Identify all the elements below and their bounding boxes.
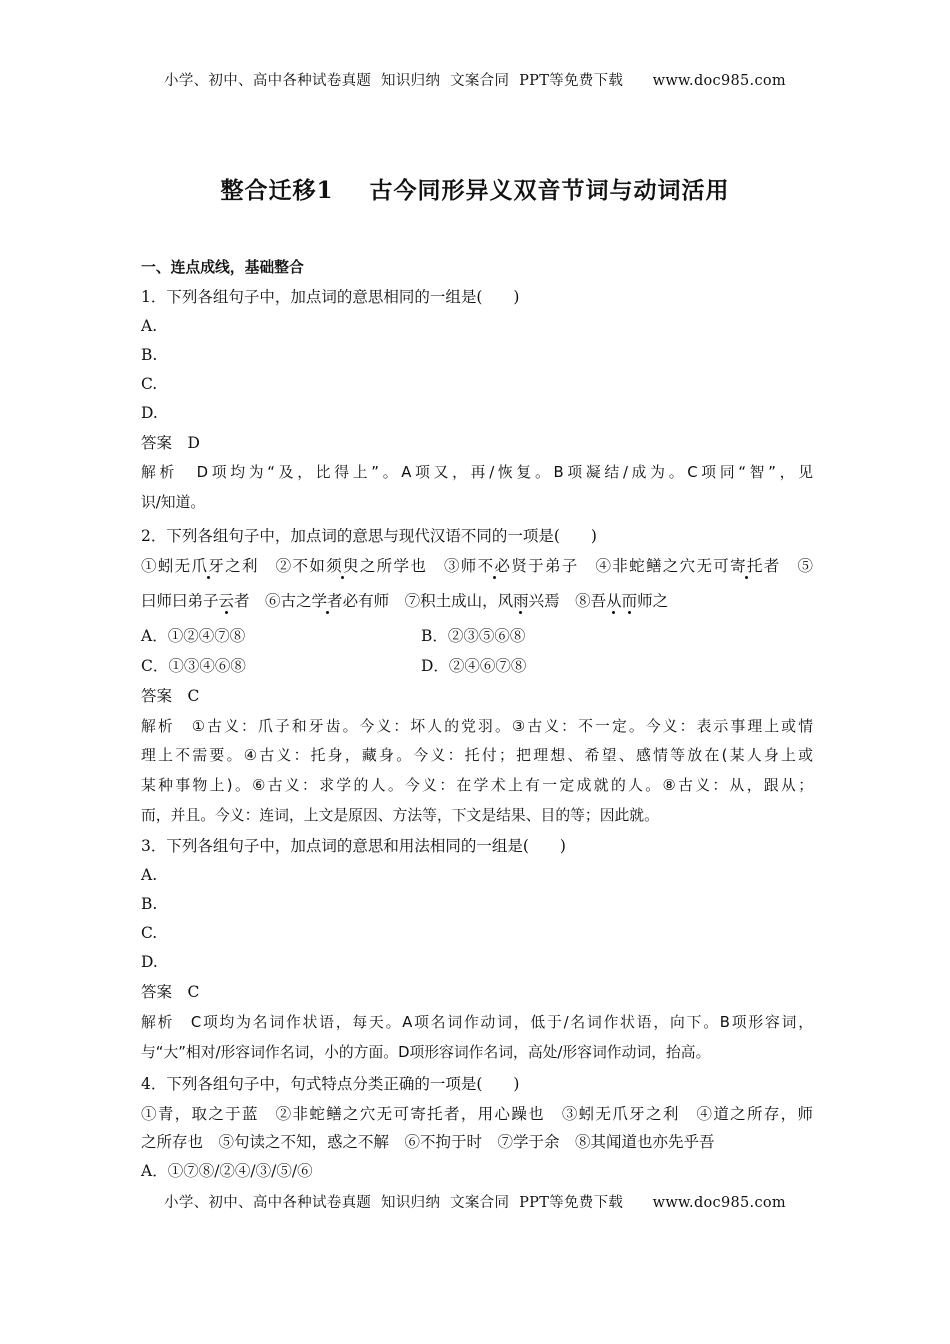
question-3-analysis-cont: 与“大”相对/形容词作名词，小的方面。D项形容词作名词，高处/形容词作动词，抬高。 (141, 1044, 711, 1061)
question-4-stem: 4．下列各组句子中，句式特点分类正确的一项是( ) (141, 1075, 520, 1093)
question-4-sentences-line-2: 之所存也 ⑤句读之不知，惑之不解 ⑥不拘于时 ⑦学于余 ⑧其闻道也亦先乎吾 (141, 1133, 715, 1151)
question-2-analysis-cont: 某种事物上)。⑥古义：求学的人。今义：在学术上有一定成就的人。⑧古义：从，跟从； (141, 777, 813, 794)
question-1-stem: 1．下列各组句子中，加点词的意思相同的一组是( ) (141, 288, 520, 306)
dotted-word: 而 (621, 592, 638, 610)
sentence-text: 曰师曰弟子 (141, 592, 219, 610)
question-2-option-d: D．②④⑥⑦⑧ (421, 657, 527, 675)
question-3-option-d: D. (141, 953, 158, 971)
question-3-stem: 3．下列各组句子中，加点词的意思和用法相同的一组是( ) (141, 837, 566, 855)
dotted-word: 云 (218, 592, 235, 610)
question-2-answer: 答案 C (141, 687, 200, 705)
dotted-word: 不必 (477, 557, 512, 575)
sentence-text: 之所学也 ③师 (359, 557, 478, 575)
page-header: 小学、初中、高中各种试卷真题 知识归纳 文案合同 PPT等免费下载 www.doc985.com (164, 73, 786, 89)
question-2-sentences-line-1 (141, 556, 813, 576)
dotted-word: 从 (606, 592, 622, 610)
question-4-sentences-line-1: ①青，取之于蓝 ②非蛇鳝之穴无可寄托者，用心躁也 ③蚓无爪牙之利 ④道之所存，师 (141, 1105, 813, 1123)
sentence-text: 贤于弟子 ④非蛇鳝之穴无可 (511, 557, 731, 575)
question-2-stem: 2．下列各组句子中，加点词的意思与现代汉语不同的一项是( ) (141, 527, 597, 545)
question-3-option-c: C. (141, 924, 158, 942)
section-heading: 一、连点成线，基础整合 (141, 259, 304, 276)
sentence-text: 必有师 ⑦积土成山，风 (342, 592, 514, 610)
question-2-option-b: B．②③⑤⑥⑧ (421, 627, 526, 645)
question-3-option-a: A. (141, 866, 158, 884)
question-1-analysis: 解析 D项均为“及，比得上”。A项又，再/恢复。B项凝结/成为。C项同“智”，见 (141, 464, 813, 481)
question-2-analysis: 解析 ①古义：爪子和牙齿。今义：坏人的党羽。③古义：不一定。今义：表示事理上或情 (141, 718, 813, 735)
question-4-option-a: A．①⑦⑧/②④/③/⑤/⑥ (141, 1162, 313, 1180)
question-3-analysis: 解析 C项均为名词作状语，每天。A项名词作动词，低于/名词作状语，向下。B项形容词， (141, 1014, 813, 1031)
question-1-option-a: A. (141, 317, 158, 335)
question-2-option-c: C．①③④⑥⑧ (141, 657, 246, 675)
question-3-answer: 答案 C (141, 983, 200, 1001)
question-1-option-d: D. (141, 404, 158, 422)
dotted-word: 须臾 (326, 557, 360, 575)
page-footer: 小学、初中、高中各种试卷真题 知识归纳 文案合同 PPT等免费下载 www.doc985.com (164, 1195, 786, 1211)
sentence-text: 师之 (637, 592, 669, 610)
question-2-analysis-cont: 而，并且。今义：连词，上文是原因、方法等，下文是结果、目的等；因此就。 (141, 807, 659, 824)
dotted-word: 学者 (311, 592, 343, 610)
page-title: 整合迁移1 古今同形异义双音节词与动词活用 (220, 177, 730, 204)
dotted-word: 寄托 (730, 557, 764, 575)
question-2-option-a: A．①②④⑦⑧ (141, 627, 246, 645)
sentence-text: 之利 ②不如 (225, 557, 327, 575)
dotted-word: 雨 (513, 592, 529, 610)
dotted-word: 爪牙 (191, 557, 226, 575)
question-1-option-b: B. (141, 346, 158, 364)
question-1-analysis-cont: 识/知道。 (141, 494, 206, 511)
question-1-option-c: C. (141, 375, 158, 393)
question-3-option-b: B. (141, 895, 158, 913)
sentence-text: 者 ⑥古之 (234, 592, 312, 610)
sentence-text: 兴焉 ⑧吾 (528, 592, 607, 610)
question-2-analysis-cont: 理上不需要。④古义：托身，藏身。今义：托付；把理想、希望、感情等放在(某人身上或 (141, 747, 813, 764)
question-2-sentences-line-2 (141, 591, 813, 611)
question-1-answer: 答案 D (141, 434, 200, 452)
sentence-text: 者 ⑤ (763, 557, 813, 575)
sentence-text: ①蚓无 (141, 557, 192, 575)
